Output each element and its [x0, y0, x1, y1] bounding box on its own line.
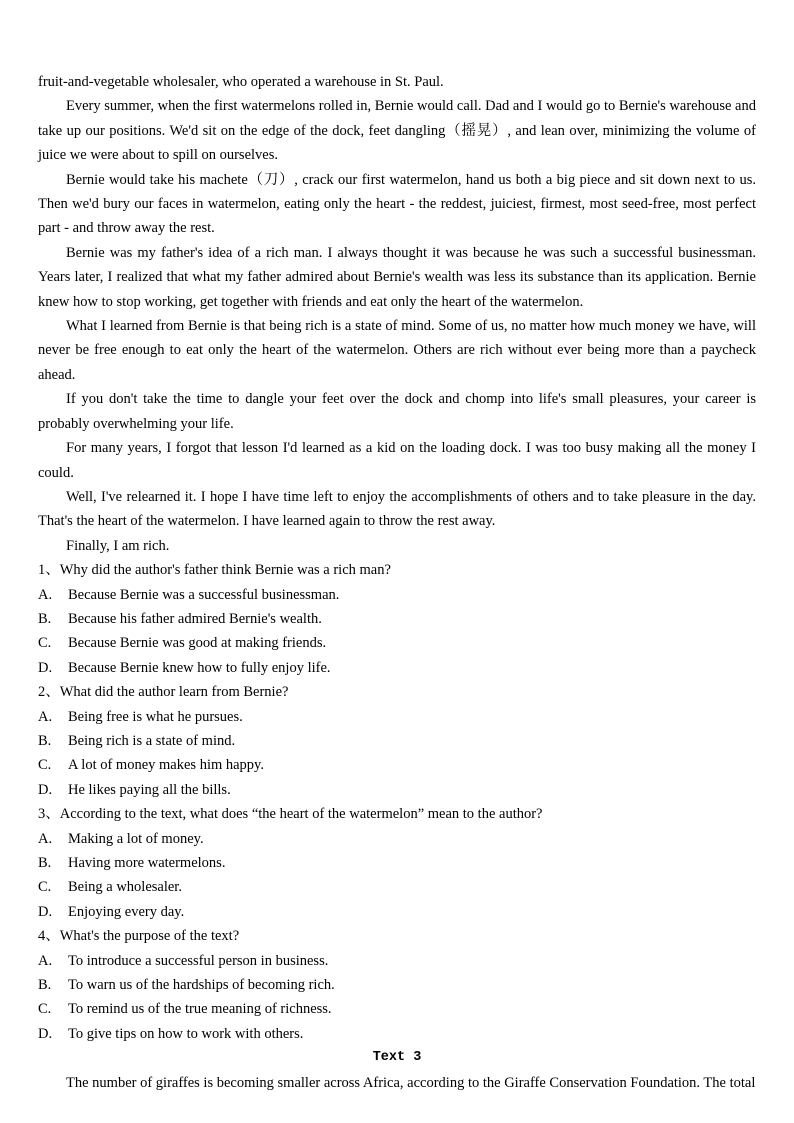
- option-letter: A.: [38, 952, 53, 969]
- question-3-option-b: [38, 851, 756, 875]
- question-1-option-b: [38, 607, 756, 631]
- question-1-option-a: [38, 583, 756, 607]
- option-letter: D.: [38, 781, 53, 798]
- option-letter: A.: [38, 708, 53, 725]
- option-letter: C.: [38, 757, 52, 774]
- question-2-option-d: [38, 778, 756, 802]
- passage-paragraph: fruit-and-vegetable wholesaler, who operated a warehouse in St. Paul.: [38, 74, 444, 90]
- question-4-option-d: [38, 1022, 756, 1046]
- questions-section: [38, 558, 756, 1046]
- question-4-option-c: [38, 997, 756, 1021]
- question-3-option-d: [38, 900, 756, 924]
- reading-passage: [38, 70, 756, 558]
- question-1-option-c: [38, 631, 756, 655]
- option-letter: B.: [38, 732, 52, 749]
- option-text: To remind us of the true meaning of richness.: [68, 1001, 332, 1018]
- question-1: [38, 558, 756, 680]
- question-3-option-c: [38, 875, 756, 899]
- question-2-option-c: [38, 753, 756, 777]
- option-text: Making a lot of money.: [68, 830, 204, 847]
- option-text: Being a wholesaler.: [68, 879, 182, 896]
- option-letter: D.: [38, 903, 53, 920]
- option-text: To warn us of the hardships of becoming rich.: [68, 977, 335, 994]
- question-1-stem: 1、Why did the author's father think Bernie was a rich man?: [38, 562, 391, 579]
- passage-paragraph: Well, I've relearned it. I hope I have time left to enjoy the accomplishments of others and to take pleasure in the day. That's the heart of the watermelon. I have learned again to throw the rest away.: [38, 488, 756, 530]
- passage-paragraph: For many years, I forgot that lesson I'd learned as a kid on the loading dock. I was too busy making all the money I could.: [38, 440, 756, 481]
- question-3: [38, 802, 756, 924]
- option-text: Having more watermelons.: [68, 855, 226, 871]
- option-text: Because Bernie was good at making friends.: [68, 635, 327, 652]
- question-2-option-b: [38, 729, 756, 753]
- option-letter: D.: [38, 659, 53, 676]
- section-title: Text 3: [372, 1050, 422, 1066]
- option-text: Because Bernie knew how to fully enjoy life.: [68, 659, 331, 676]
- passage-paragraph: If you don't take the time to dangle your feet over the dock and chomp into life's small pleasures, your career is probably overwhelming your life.: [38, 391, 756, 432]
- passage-paragraph: Bernie was my father's idea of a rich man. I always thought it was because he was such a successful businessman. Years later, I realized that what my father admired about Bernie's wealth was less its substance than its application. Bernie knew how to stop working, get together with friends and eat only the heart of the watermelon.: [38, 244, 756, 310]
- passage-paragraph: Every summer, when the first watermelons rolled in, Bernie would call. Dad and I would go to Bernie's warehouse and take up our positions. We'd sit on the edge of the dock, feet dangling（摇晃）, and lean over, minimizing the volume of juice we were about to spill on ourselves.: [38, 98, 756, 164]
- option-text: To introduce a successful person in business.: [68, 952, 329, 969]
- question-3-option-a: [38, 827, 756, 851]
- option-letter: C.: [38, 879, 52, 896]
- option-text: Because his father admired Bernie's wealth.: [68, 610, 322, 627]
- option-letter: B.: [38, 610, 52, 627]
- option-text: Being free is what he pursues.: [68, 708, 243, 725]
- question-1-option-d: [38, 656, 756, 680]
- option-letter: B.: [38, 977, 52, 994]
- option-letter: B.: [38, 855, 52, 871]
- question-2: [38, 680, 756, 802]
- option-text: He likes paying all the bills.: [68, 781, 231, 798]
- option-letter: A.: [38, 586, 53, 603]
- question-4-stem: 4、What's the purpose of the text?: [38, 928, 240, 945]
- option-letter: C.: [38, 1001, 52, 1018]
- option-letter: A.: [38, 830, 53, 847]
- passage-paragraph: Bernie would take his machete（刀）, crack our first watermelon, hand us both a big piece and sit down next to us. Then we'd bury our faces in watermelon, eating only the heart - the reddest, juiciest, firmest, most seed-free, most perfect part - and throw away the rest.: [38, 171, 756, 237]
- option-text: To give tips on how to work with others.: [68, 1025, 304, 1042]
- question-4: [38, 924, 756, 1046]
- option-text: Being rich is a state of mind.: [68, 732, 236, 749]
- passage-paragraph: What I learned from Bernie is that being rich is a state of mind. Some of us, no matter how much money we have, will never be free enough to eat only the heart of the watermelon. Others are rich without ever being more than a paycheck ahead.: [38, 318, 756, 383]
- option-letter: C.: [38, 635, 52, 652]
- question-2-option-a: [38, 705, 756, 729]
- question-4-option-a: [38, 949, 756, 973]
- option-letter: D.: [38, 1025, 53, 1042]
- option-text: Because Bernie was a successful businessman.: [68, 586, 340, 603]
- closing-paragraph: The number of giraffes is becoming smaller across Africa, according to the Giraffe Conservation Foundation. The total: [66, 1074, 756, 1091]
- passage-paragraph: Finally, I am rich.: [66, 537, 170, 554]
- option-text: A lot of money makes him happy.: [68, 757, 264, 774]
- question-4-option-b: [38, 973, 756, 997]
- option-text: Enjoying every day.: [68, 903, 185, 920]
- question-2-stem: 2、What did the author learn from Bernie?: [38, 684, 289, 701]
- question-3-stem: 3、According to the text, what does “the heart of the watermelon” mean to the author?: [38, 806, 543, 823]
